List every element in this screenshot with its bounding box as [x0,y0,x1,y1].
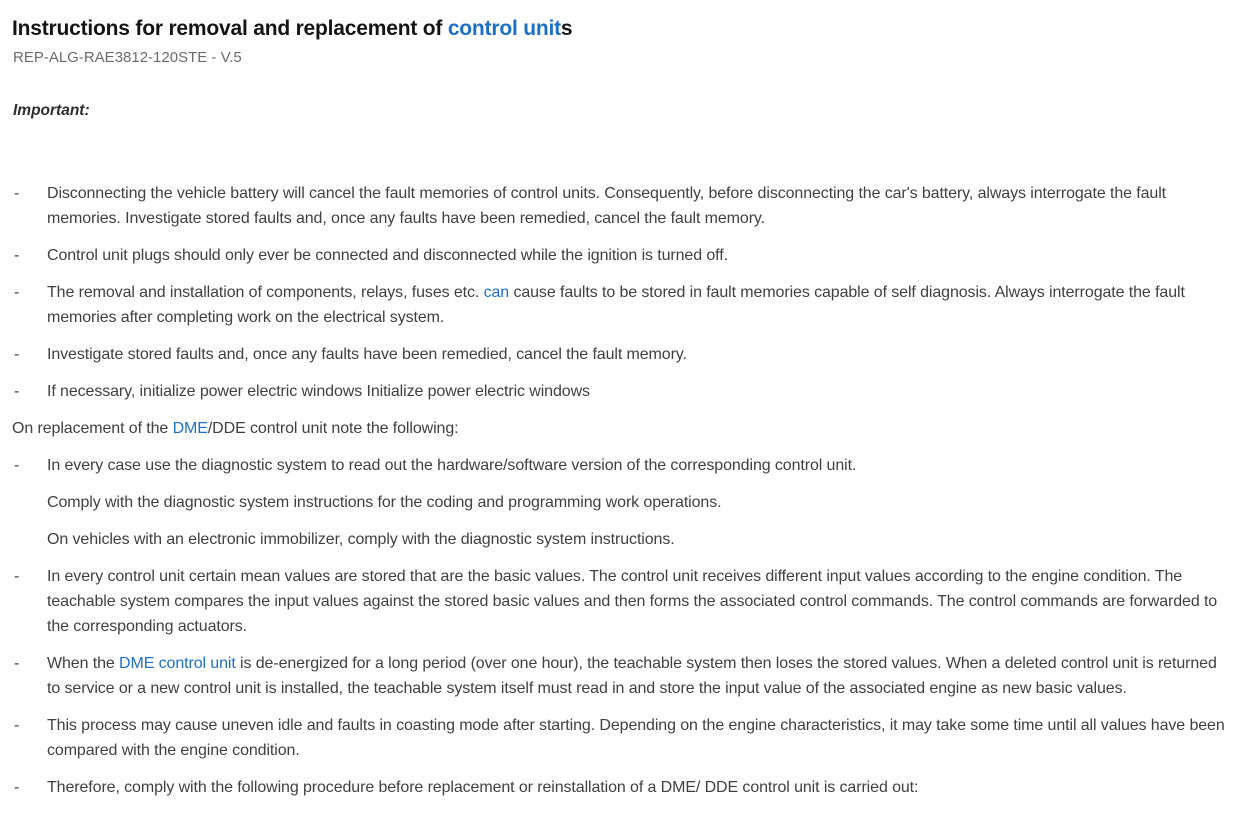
control-unit-link[interactable]: control unit [447,17,561,40]
bullet-marker: - [14,247,20,264]
list-item [12,490,1229,515]
list-item [12,564,1229,639]
text-segment: Disconnecting the vehicle battery will cancel the fault memories of control units. Consequently, before disconnecting the car's battery, always interrogate the fault memories. Investigate stored faults and, once any faults have been remedied, cancel the fault memory. [47,185,1167,227]
dme-control-unit-link[interactable]: DME control unit [119,655,236,672]
list-item-text [47,490,1229,515]
bullet-marker [12,527,47,552]
list-item [12,651,1229,701]
list-item [12,280,1229,330]
text-segment: On replacement of the [12,420,173,437]
list-item [12,527,1229,552]
bullet-marker: - [14,185,20,202]
text-segment: In every case use the diagnostic system to read out the hardware/software version of the corresponding control unit. [47,457,857,474]
bullet-marker: - [14,346,20,363]
title-text: Instructions for removal and replacement of [12,17,448,40]
text-segment: In every control unit certain mean values are stored that are the basic values. The control unit receives different input values according to the engine condition. The teachable system compares the input values against the stored basic values and then forms the associated control commands. The control commands are forwarded to the corresponding actuators. [47,568,1218,635]
text-segment: Therefore, comply with the following procedure before replacement or reinstallation of a DME/ DDE control unit is carried out: [47,779,919,796]
bullet-marker: - [14,717,20,734]
can-link[interactable]: can [483,284,510,301]
text-segment: Control unit plugs should only ever be connected and disconnected while the ignition is turned off. [47,247,728,264]
bullet-marker: - [14,383,20,400]
text-segment: Investigate stored faults and, once any faults have been remedied, cancel the fault memory. [47,346,687,363]
text-segment: Comply with the diagnostic system instructions for the coding and programming work operations. [47,494,722,511]
list-item-text [47,280,1229,330]
list-item-text [47,453,1229,478]
bullet-marker: - [14,284,20,301]
document-id: REP-ALG-RAE3812-120STE - V.5 [13,49,242,66]
bullet-marker: - [14,457,20,474]
text-segment: If necessary, initialize power electric windows Initialize power electric windows [47,383,590,400]
list-item [12,342,1229,367]
list-item [12,453,1229,478]
list-item-text [47,527,1229,552]
list-item [12,713,1229,763]
text-segment: When the [47,655,120,672]
list-item-text [47,342,1229,367]
list-item-text [47,713,1229,763]
text-segment: is de-energized for a long period (over one hour), the teachable system then loses the stored values. When a deleted control unit is returned to service or a new control unit is installed, the teachable system itself must read in and store the input value of the associated engine as new basic values. [47,655,1217,697]
dme-notes-list [12,453,1229,800]
page-title [12,16,1229,42]
title-suffix: s [560,17,573,40]
dme-link[interactable]: DME [172,420,208,437]
bullet-marker [12,490,47,515]
text-segment: On vehicles with an electronic immobilizer, comply with the diagnostic system instructions. [47,531,675,548]
list-item-text [47,651,1229,701]
bullet-marker: - [14,568,20,585]
bullet-marker: - [14,779,20,796]
bullet-marker: - [14,655,20,672]
text-segment: /DDE control unit note the following: [207,420,459,437]
list-item-text [47,564,1229,639]
text-segment: cause faults to be stored in fault memories capable of self diagnosis. Always interrogate the fault memories after completing work on the electrical system. [47,284,1185,326]
list-item-text [47,181,1229,231]
replacement-note [12,416,1229,441]
list-item [12,243,1229,268]
important-label: Important: [13,102,90,119]
list-item [12,181,1229,231]
list-item-text [47,379,1229,404]
text-segment: The removal and installation of components, relays, fuses etc. [47,284,484,301]
precautions-list [12,181,1229,404]
text-segment: This process may cause uneven idle and faults in coasting mode after starting. Depending on the engine characteristics, it may take some time until all values have been compared with the engine condition. [47,717,1225,759]
list-item [12,379,1229,404]
list-item [12,775,1229,800]
list-item-text [47,775,1229,800]
list-item-text [47,243,1229,268]
